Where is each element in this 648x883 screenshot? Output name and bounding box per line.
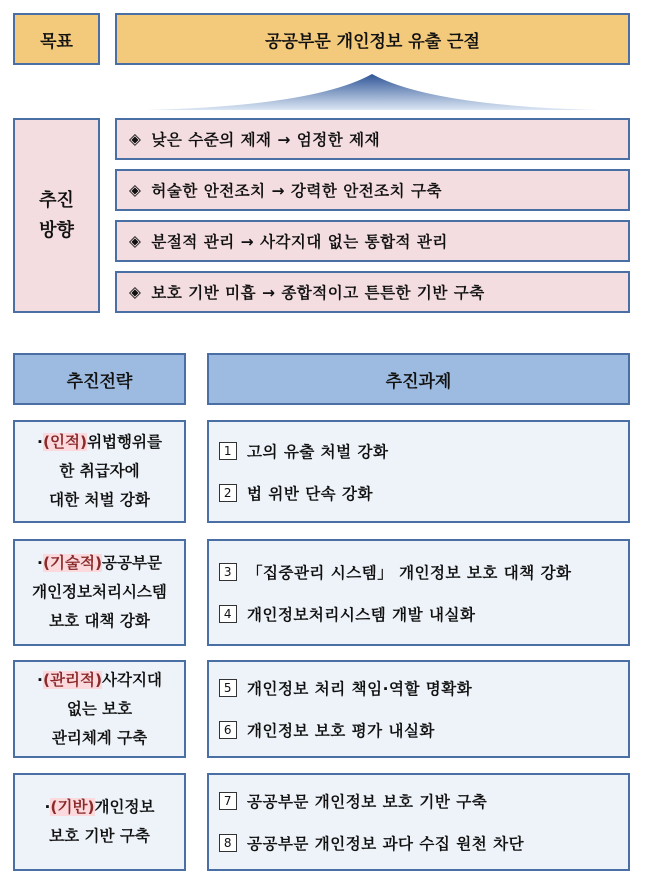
strategy-box (13, 420, 186, 523)
strategy-tag: (관리적) (42, 670, 103, 689)
strategy-tag: (기술적) (42, 554, 103, 572)
strategy-line1: ·(기반)개인정보 (44, 798, 155, 816)
task-number: 8 (219, 834, 237, 852)
direction-item (115, 169, 630, 211)
strategy-line3: 관리체계 구축 (51, 728, 148, 747)
task-item (219, 593, 628, 635)
task-text: 개인정보처리시스템 개발 내실화 (247, 605, 476, 624)
strategy-line3: 대한 처벌 강화 (49, 491, 150, 509)
strategy-line1: ·(기술적)공공부문 (37, 554, 162, 572)
diamond-icon: ◈ (129, 130, 142, 148)
direction-label-line2: 방향 (39, 219, 74, 241)
task-item (219, 551, 628, 593)
diamond-icon: ◈ (129, 181, 142, 199)
strategy-tag: (기반) (50, 798, 95, 816)
upward-arrow-graphic (115, 72, 630, 112)
direction-item-text: 분절적 관리 → 사각지대 없는 통합적 관리 (151, 233, 448, 251)
strategy-tag: (인적) (42, 433, 88, 451)
strategy-line1: ·(관리적)사각지대 (37, 670, 162, 689)
direction-item-text: 허술한 안전조치 → 강력한 안전조치 구축 (151, 182, 442, 200)
strategy-header-text: 추진전략 (66, 371, 133, 392)
strategy-line2: 없는 보호 (66, 699, 133, 718)
task-item (219, 472, 628, 514)
task-item (219, 822, 628, 864)
task-box (207, 773, 630, 871)
direction-item-text: 보호 기반 미흡 → 종합적이고 튼튼한 기반 구축 (151, 284, 485, 302)
strategy-line3: 보호 대책 강화 (49, 612, 150, 630)
tasks-header-text: 추진과제 (385, 371, 452, 392)
task-text: 공공부문 개인정보 보호 기반 구축 (247, 793, 488, 811)
goal-text: 공공부문 개인정보 유출 근절 (265, 31, 480, 52)
task-item (219, 667, 628, 709)
goal-label-text: 목표 (40, 31, 73, 52)
task-box (207, 539, 630, 646)
task-text: 개인정보 처리 책임·역할 명확화 (247, 680, 473, 698)
task-text: 법 위반 단속 강화 (247, 484, 374, 503)
task-number: 3 (219, 563, 237, 581)
task-number: 6 (219, 721, 237, 739)
task-text: 공공부문 개인정보 과다 수집 원천 차단 (247, 835, 525, 853)
task-text: 개인정보 보호 평가 내실화 (247, 722, 435, 740)
strategy-line1: ·(인적)위법행위를 (37, 433, 162, 451)
task-box (207, 660, 630, 758)
task-item (219, 430, 628, 472)
goal-box (115, 13, 630, 65)
strategy-header (13, 353, 186, 405)
task-number: 4 (219, 605, 237, 623)
strategy-line2: 한 취급자에 (59, 462, 140, 480)
strategy-box (13, 660, 186, 758)
task-item (219, 709, 628, 751)
task-box (207, 420, 630, 523)
task-number: 1 (219, 442, 237, 460)
direction-label-line1: 추진 (39, 189, 74, 211)
task-number: 5 (219, 679, 237, 697)
direction-item (115, 271, 630, 313)
direction-label (13, 118, 100, 313)
diamond-icon: ◈ (129, 283, 142, 301)
task-number: 2 (219, 484, 237, 502)
strategy-box (13, 539, 186, 646)
task-text: 「집중관리 시스템」 개인정보 보호 대책 강화 (247, 563, 572, 582)
strategy-line2: 개인정보처리시스템 (32, 583, 167, 601)
task-text: 고의 유출 처벌 강화 (247, 442, 389, 461)
direction-item (115, 220, 630, 262)
strategy-line2: 보호 기반 구축 (49, 827, 150, 845)
task-number: 7 (219, 792, 237, 810)
direction-item (115, 118, 630, 160)
goal-label (13, 13, 100, 65)
diamond-icon: ◈ (129, 232, 142, 250)
strategy-box (13, 773, 186, 871)
direction-item-text: 낮은 수준의 제재 → 엄정한 제재 (151, 131, 381, 149)
task-item (219, 780, 628, 822)
tasks-header (207, 353, 630, 405)
